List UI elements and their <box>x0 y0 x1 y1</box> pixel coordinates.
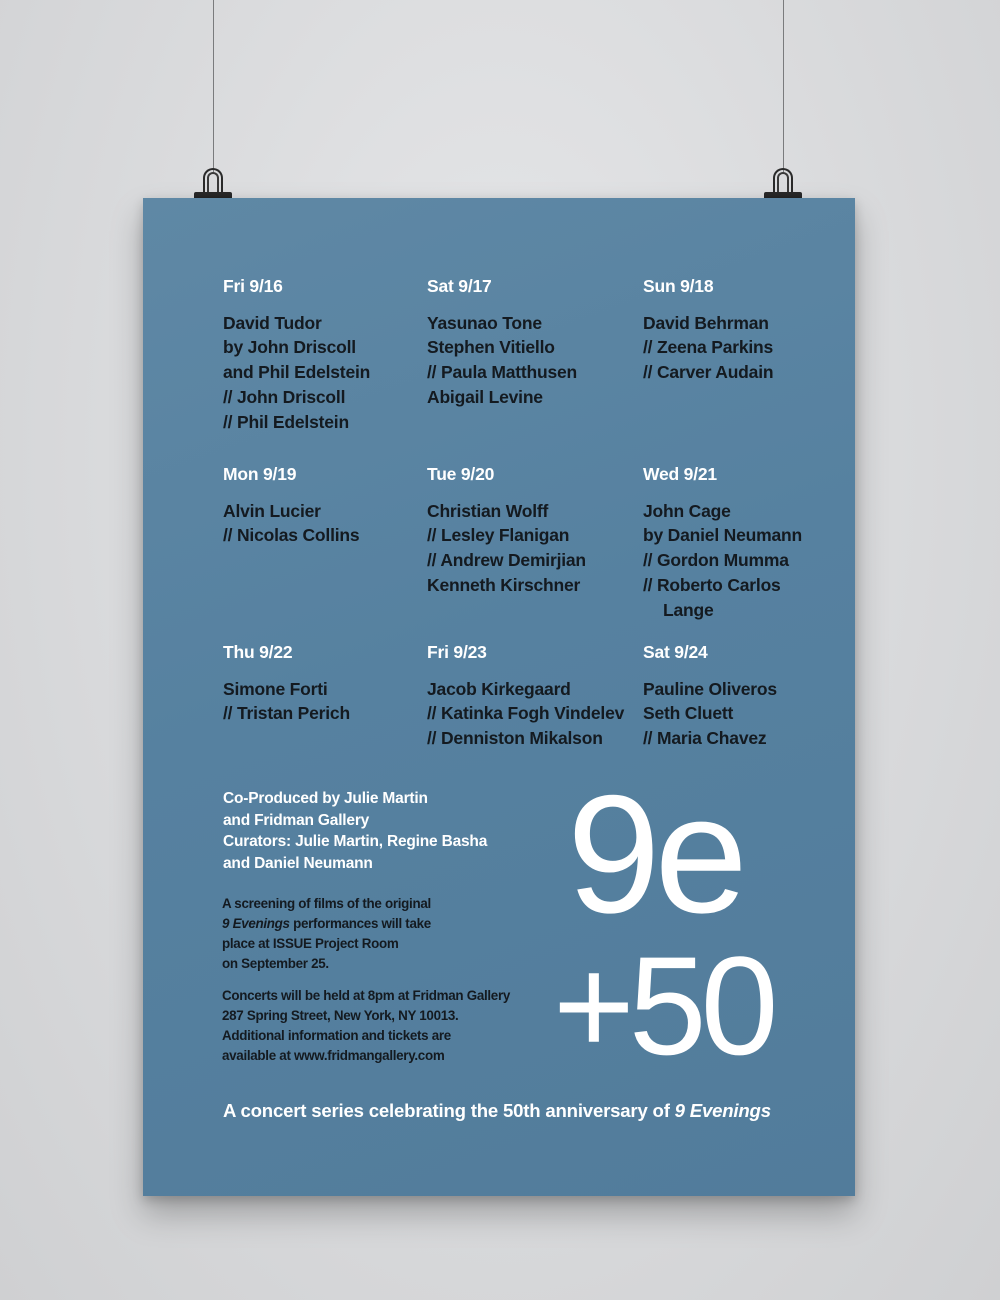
schedule-mon-9-19 <box>223 462 359 548</box>
poster <box>143 198 855 1196</box>
performer-line: // Gordon Mumma <box>643 550 789 571</box>
screening-line: place at ISSUE Project Room <box>222 936 399 951</box>
screening-title-italic: 9 Evenings <box>222 916 290 931</box>
venue-paragraph <box>222 986 510 1066</box>
performer-line: John Cage <box>643 500 731 521</box>
performer-line: // Paula Matthusen <box>427 362 578 383</box>
screening-paragraph <box>222 894 431 974</box>
performer-line: Simone Forti <box>223 678 328 699</box>
hanging-wire-left <box>213 0 214 172</box>
schedule-day: Sat 9/24 <box>643 642 708 662</box>
schedule-wed-9-21 <box>643 462 802 622</box>
credits-line: Curators: Julie Martin, Regine Basha <box>223 833 488 851</box>
performer-line: and Phil Edelstein <box>223 362 371 383</box>
venue-line: available at www.fridmangallery.com <box>222 1048 445 1063</box>
schedule-day: Fri 9/23 <box>427 642 487 662</box>
schedule-day: Wed 9/21 <box>643 464 717 484</box>
tagline-text: A concert series celebrating the 50th anniversary of <box>223 1100 675 1121</box>
performer-line: // Zeena Parkins <box>643 337 774 358</box>
performer-line: // Nicolas Collins <box>223 525 360 546</box>
schedule-day: Tue 9/20 <box>427 464 495 484</box>
schedule-day: Thu 9/22 <box>223 642 293 662</box>
performer-line: // Denniston Mikalson <box>427 728 603 749</box>
production-credits <box>223 788 487 874</box>
performer-line: // Phil Edelstein <box>223 411 349 432</box>
tagline <box>223 1100 771 1122</box>
performer-line: Jacob Kirkegaard <box>427 678 571 699</box>
venue-line: Concerts will be held at 8pm at Fridman Gallery <box>222 988 511 1003</box>
performer-line: Abigail Levine <box>427 386 543 407</box>
hanging-wire-right <box>783 0 784 172</box>
performer-line: // John Driscoll <box>223 386 346 407</box>
performer-line: // Carver Audain <box>643 362 774 383</box>
performer-line: by Daniel Neumann <box>643 525 802 546</box>
screening-line <box>222 914 431 934</box>
screening-line: A screening of films of the original <box>222 896 431 911</box>
performer-line: Pauline Oliveros <box>643 678 777 699</box>
performer-line: Alvin Lucier <box>223 500 321 521</box>
tagline-italic: 9 Evenings <box>674 1100 771 1121</box>
performer-line: Kenneth Kirschner <box>427 574 581 595</box>
credits-line: and Daniel Neumann <box>223 854 373 872</box>
performer-line: // Andrew Demirjian <box>427 550 586 571</box>
performer-line: Seth Cluett <box>643 703 734 724</box>
logo-plus-50: +50 <box>553 927 773 1084</box>
schedule-day: Mon 9/19 <box>223 464 297 484</box>
performer-line: // Roberto Carlos <box>643 574 781 595</box>
performer-line: Lange <box>663 599 714 620</box>
schedule-thu-9-22 <box>223 640 350 726</box>
performer-line: // Katinka Fogh Vindelev <box>427 703 625 724</box>
screening-line-rest: performances will take <box>289 916 431 931</box>
performer-line: David Behrman <box>643 312 769 333</box>
credits-line: Co-Produced by Julie Martin <box>223 790 428 807</box>
schedule-day: Sat 9/17 <box>427 276 492 296</box>
schedule-sat-9-17 <box>427 274 577 410</box>
logo-9e: 9e <box>567 760 742 948</box>
performer-line: Yasunao Tone <box>427 312 542 333</box>
venue-line: 287 Spring Street, New York, NY 10013. <box>222 1008 459 1023</box>
performer-line: by John Driscoll <box>223 337 356 358</box>
performer-line: Christian Wolff <box>427 500 549 521</box>
venue-line: Additional information and tickets are <box>222 1028 451 1043</box>
schedule-tue-9-20 <box>427 462 586 598</box>
schedule-day: Sun 9/18 <box>643 276 714 296</box>
credits-line: and Fridman Gallery <box>223 811 370 829</box>
schedule-day: Fri 9/16 <box>223 276 283 296</box>
performer-line: David Tudor <box>223 312 322 333</box>
schedule-sat-9-24 <box>643 640 777 751</box>
performer-line: // Tristan Perich <box>223 703 350 724</box>
schedule-sun-9-18 <box>643 274 773 385</box>
performer-line: // Maria Chavez <box>643 728 767 749</box>
performer-line: Stephen Vitiello <box>427 337 555 358</box>
schedule-fri-9-23 <box>427 640 624 751</box>
performer-line: // Lesley Flanigan <box>427 525 570 546</box>
schedule-fri-9-16 <box>223 274 370 434</box>
screening-line: on September 25. <box>222 956 329 971</box>
